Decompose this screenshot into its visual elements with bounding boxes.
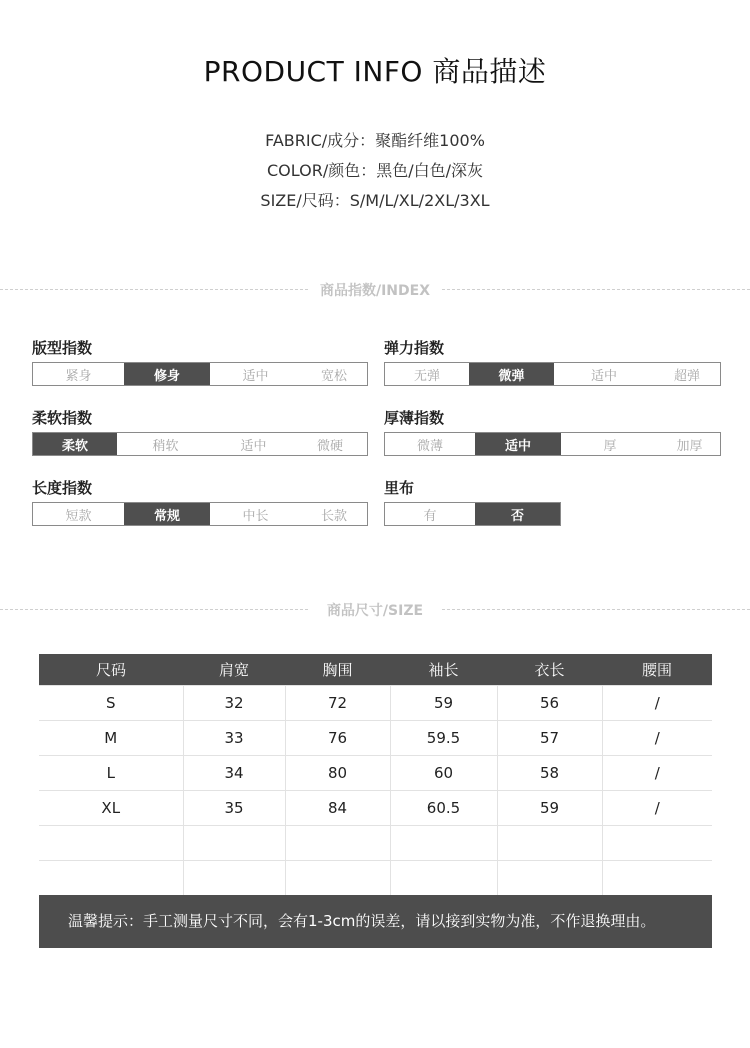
index-divider xyxy=(0,280,750,300)
table-cell xyxy=(183,861,285,896)
table-cell: 60 xyxy=(390,756,497,791)
table-cell xyxy=(390,861,497,896)
index-option: 适中 xyxy=(242,368,269,384)
index-option: 厚 xyxy=(603,438,617,454)
index-option: 加厚 xyxy=(676,438,703,454)
index-group xyxy=(32,478,368,526)
index-option: 短款 xyxy=(65,508,92,524)
table-row xyxy=(39,861,712,896)
table-cell: 35 xyxy=(183,791,285,826)
table-cell: 59 xyxy=(390,686,497,721)
index-option: 有 xyxy=(423,508,437,524)
index-option: 宽松 xyxy=(320,368,347,384)
index-group xyxy=(384,338,721,386)
index-option: 稍软 xyxy=(152,438,179,454)
size-column-header: 肩宽 xyxy=(183,654,285,686)
index-option: 超弹 xyxy=(673,368,700,384)
table-cell: 76 xyxy=(285,721,390,756)
index-group-title: 版型指数 xyxy=(32,339,93,357)
table-cell: M xyxy=(39,721,183,756)
index-scale xyxy=(384,362,721,386)
index-option-selected: 常规 xyxy=(124,503,210,525)
index-option-selected: 修身 xyxy=(124,363,210,385)
table-cell: 59.5 xyxy=(390,721,497,756)
table-cell xyxy=(183,826,285,861)
index-group-title: 柔软指数 xyxy=(32,409,93,427)
index-group-title: 厚薄指数 xyxy=(384,409,445,427)
size-table xyxy=(39,654,712,896)
index-group-title: 里布 xyxy=(384,479,415,497)
index-group xyxy=(384,408,721,456)
table-row xyxy=(39,721,712,756)
table-cell: L xyxy=(39,756,183,791)
index-group-title: 弹力指数 xyxy=(384,339,445,357)
index-group xyxy=(32,408,368,456)
table-cell: 34 xyxy=(183,756,285,791)
index-group xyxy=(384,478,561,526)
index-group-title: 长度指数 xyxy=(32,479,93,497)
table-cell: 33 xyxy=(183,721,285,756)
table-cell: 60.5 xyxy=(390,791,497,826)
index-scale xyxy=(384,502,561,526)
index-scale xyxy=(32,502,368,526)
size-column-header: 尺码 xyxy=(39,654,183,686)
index-option: 适中 xyxy=(590,368,617,384)
table-cell: 32 xyxy=(183,686,285,721)
index-scale xyxy=(32,432,368,456)
table-row xyxy=(39,756,712,791)
index-option: 紧身 xyxy=(65,368,92,384)
size-column-header: 胸围 xyxy=(285,654,390,686)
table-row xyxy=(39,826,712,861)
size-divider xyxy=(0,600,750,620)
index-group xyxy=(32,338,368,386)
size-info: SIZE/尺码：S/M/L/XL/2XL/3XL xyxy=(260,191,490,210)
index-option-selected: 否 xyxy=(475,503,560,525)
size-column-header: 袖长 xyxy=(390,654,497,686)
measurement-tip: 温馨提示：手工测量尺寸不同，会有1-3cm的误差，请以接到实物为准，不作退换理由。 xyxy=(39,895,712,948)
table-cell xyxy=(602,861,712,896)
index-option-selected: 微弹 xyxy=(469,363,554,385)
index-option-selected: 柔软 xyxy=(33,433,117,455)
table-cell: S xyxy=(39,686,183,721)
size-column-header: 腰围 xyxy=(602,654,712,686)
index-scale xyxy=(384,432,721,456)
table-cell: 72 xyxy=(285,686,390,721)
table-cell xyxy=(497,826,602,861)
page-title: PRODUCT INFO 商品描述 xyxy=(203,55,547,88)
table-cell: / xyxy=(602,756,712,791)
table-cell xyxy=(497,861,602,896)
table-cell: 58 xyxy=(497,756,602,791)
index-option: 微薄 xyxy=(416,438,443,454)
color-info: COLOR/颜色：黑色/白色/深灰 xyxy=(267,161,483,180)
table-row xyxy=(39,791,712,826)
index-section-label: 商品指数/INDEX xyxy=(319,283,431,299)
table-cell xyxy=(602,826,712,861)
index-option: 微硬 xyxy=(316,438,343,454)
index-option: 无弹 xyxy=(413,368,440,384)
index-option: 长款 xyxy=(320,508,347,524)
table-cell: 59 xyxy=(497,791,602,826)
table-cell: 84 xyxy=(285,791,390,826)
size-section-label: 商品尺寸/SIZE xyxy=(326,603,424,619)
size-column-header: 衣长 xyxy=(497,654,602,686)
fabric-info: FABRIC/成分：聚酯纤维100% xyxy=(265,131,485,150)
table-cell: / xyxy=(602,686,712,721)
table-cell xyxy=(285,826,390,861)
table-cell: / xyxy=(602,791,712,826)
index-scale xyxy=(32,362,368,386)
index-option: 中长 xyxy=(242,508,269,524)
table-cell xyxy=(285,861,390,896)
table-cell: 80 xyxy=(285,756,390,791)
table-cell: 57 xyxy=(497,721,602,756)
size-table-header xyxy=(39,654,712,686)
table-cell xyxy=(39,826,183,861)
index-option: 适中 xyxy=(240,438,267,454)
table-cell xyxy=(39,861,183,896)
table-cell: / xyxy=(602,721,712,756)
table-cell: XL xyxy=(39,791,183,826)
table-cell: 56 xyxy=(497,686,602,721)
table-row xyxy=(39,686,712,721)
table-cell xyxy=(390,826,497,861)
index-option-selected: 适中 xyxy=(475,433,561,455)
